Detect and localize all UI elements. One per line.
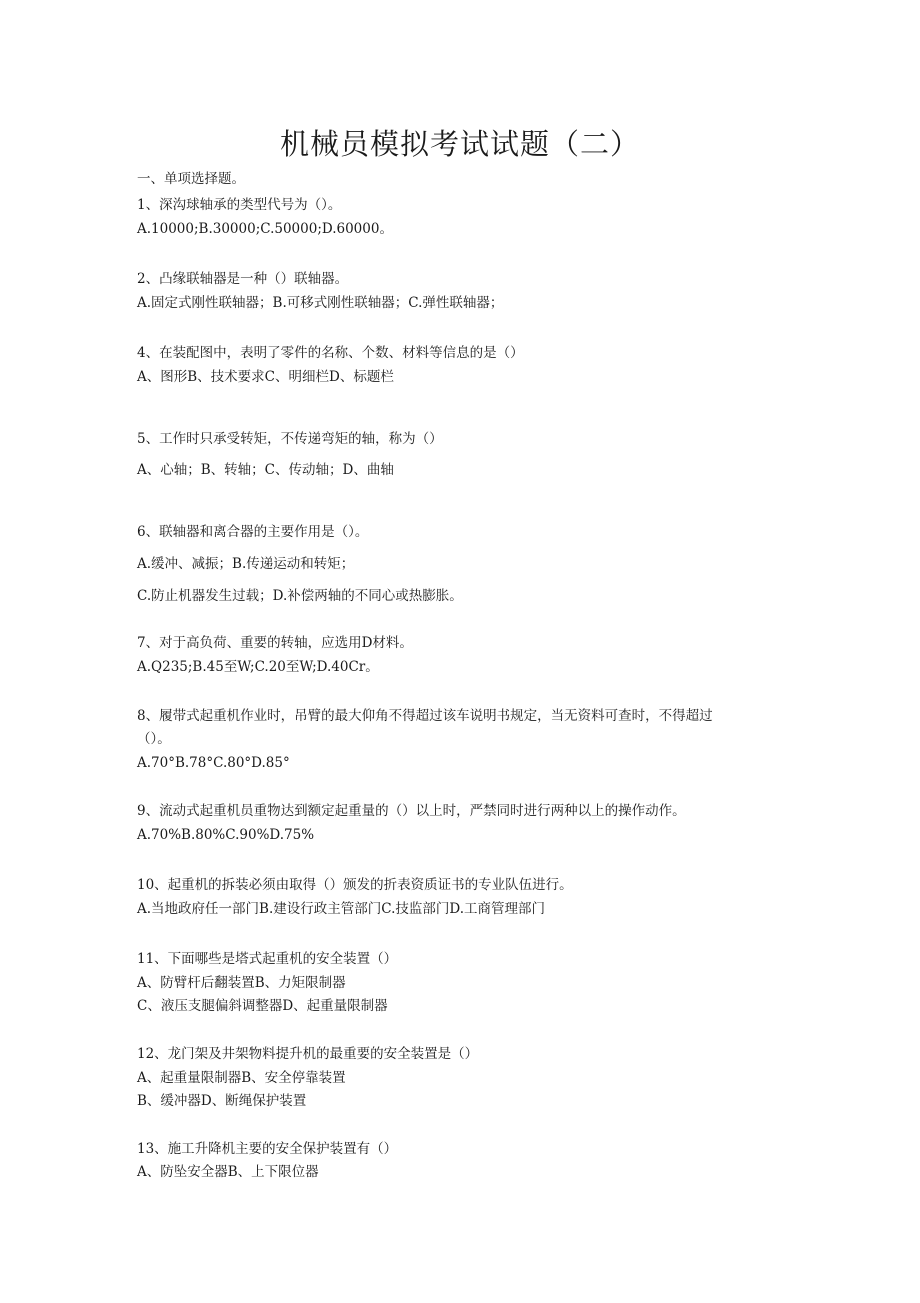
page-title: 机械员模拟考试试题（二） — [279, 127, 640, 161]
question-11-options-2: C、液压支腿偏斜调整器D、起重量限制器 — [137, 998, 388, 1014]
question-4-options: A、图形B、技术要求C、明细栏D、标题栏 — [137, 369, 394, 385]
question-11-options-1: A、防臂杆后翻装置B、力矩限制器 — [137, 975, 346, 991]
question-4-stem: 4、在装配图中，表明了零件的名称、个数、材料等信息的是（） — [137, 345, 524, 361]
question-5-stem: 5、工作时只承受转矩，不传递弯矩的轴，称为（） — [137, 431, 443, 447]
question-9-stem: 9、流动式起重机员重物达到额定起重量的（）以上时，严禁同时进行两种以上的操作动作。 — [137, 803, 686, 819]
question-1-options: A.10000;B.30000;C.50000;D.60000。 — [137, 221, 393, 237]
question-8-stem: 8、履带式起重机作业时，吊臂的最大仰角不得超过该车说明书规定，当无资料可查时，不得超过 — [137, 708, 713, 724]
question-9-options: A.70%B.80%C.90%D.75% — [137, 827, 315, 843]
question-2-options: A.固定式刚性联轴器；B.可移式刚性联轴器；C.弹性联轴器； — [137, 295, 504, 311]
question-7-stem: 7、对于高负荷、重要的转轴，应选用D材料。 — [137, 635, 413, 651]
question-11-stem: 11、下面哪些是塔式起重机的安全装置（） — [137, 951, 398, 967]
question-2-stem: 2、凸缘联轴器是一种（）联轴器。 — [137, 271, 349, 287]
question-5-options: A、心轴；B、转轴；C、传动轴；D、曲轴 — [137, 462, 394, 478]
question-6-options-1: A.缓冲、减振；B.传递运动和转矩； — [137, 556, 355, 572]
question-10-stem: 10、起重机的拆装必须由取得（）颁发的折表资质证书的专业队伍进行。 — [137, 877, 573, 893]
question-10-options: A.当地政府任一部门B.建设行政主管部门C.技监部门D.工商管理部门 — [137, 901, 546, 917]
question-8-stem-continued: （）。 — [137, 731, 171, 747]
question-13-stem: 13、施工升降机主要的安全保护装置有（） — [137, 1141, 398, 1157]
question-7-options: A.Q235;B.45至W;C.20至W;D.40Cr。 — [137, 659, 379, 675]
question-6-options-2: C.防止机器发生过载；D.补偿两轴的不同心或热膨胀。 — [137, 588, 463, 604]
question-6-stem: 6、联轴器和离合器的主要作用是（）。 — [137, 524, 369, 540]
question-12-stem: 12、龙门架及井架物料提升机的最重要的安全装置是（） — [137, 1046, 479, 1062]
section-heading: 一、单项选择题。 — [137, 171, 245, 187]
question-1-stem: 1、深沟球轴承的类型代号为（）。 — [137, 197, 342, 213]
question-8-options: A.70°B.78°C.80°D.85° — [137, 755, 290, 771]
question-12-options-1: A、起重量限制器B、安全停靠装置 — [137, 1070, 346, 1086]
question-13-options: A、防坠安全器B、上下限位器 — [137, 1164, 319, 1180]
question-12-options-2: B、缓冲器D、断绳保护装置 — [137, 1093, 307, 1109]
